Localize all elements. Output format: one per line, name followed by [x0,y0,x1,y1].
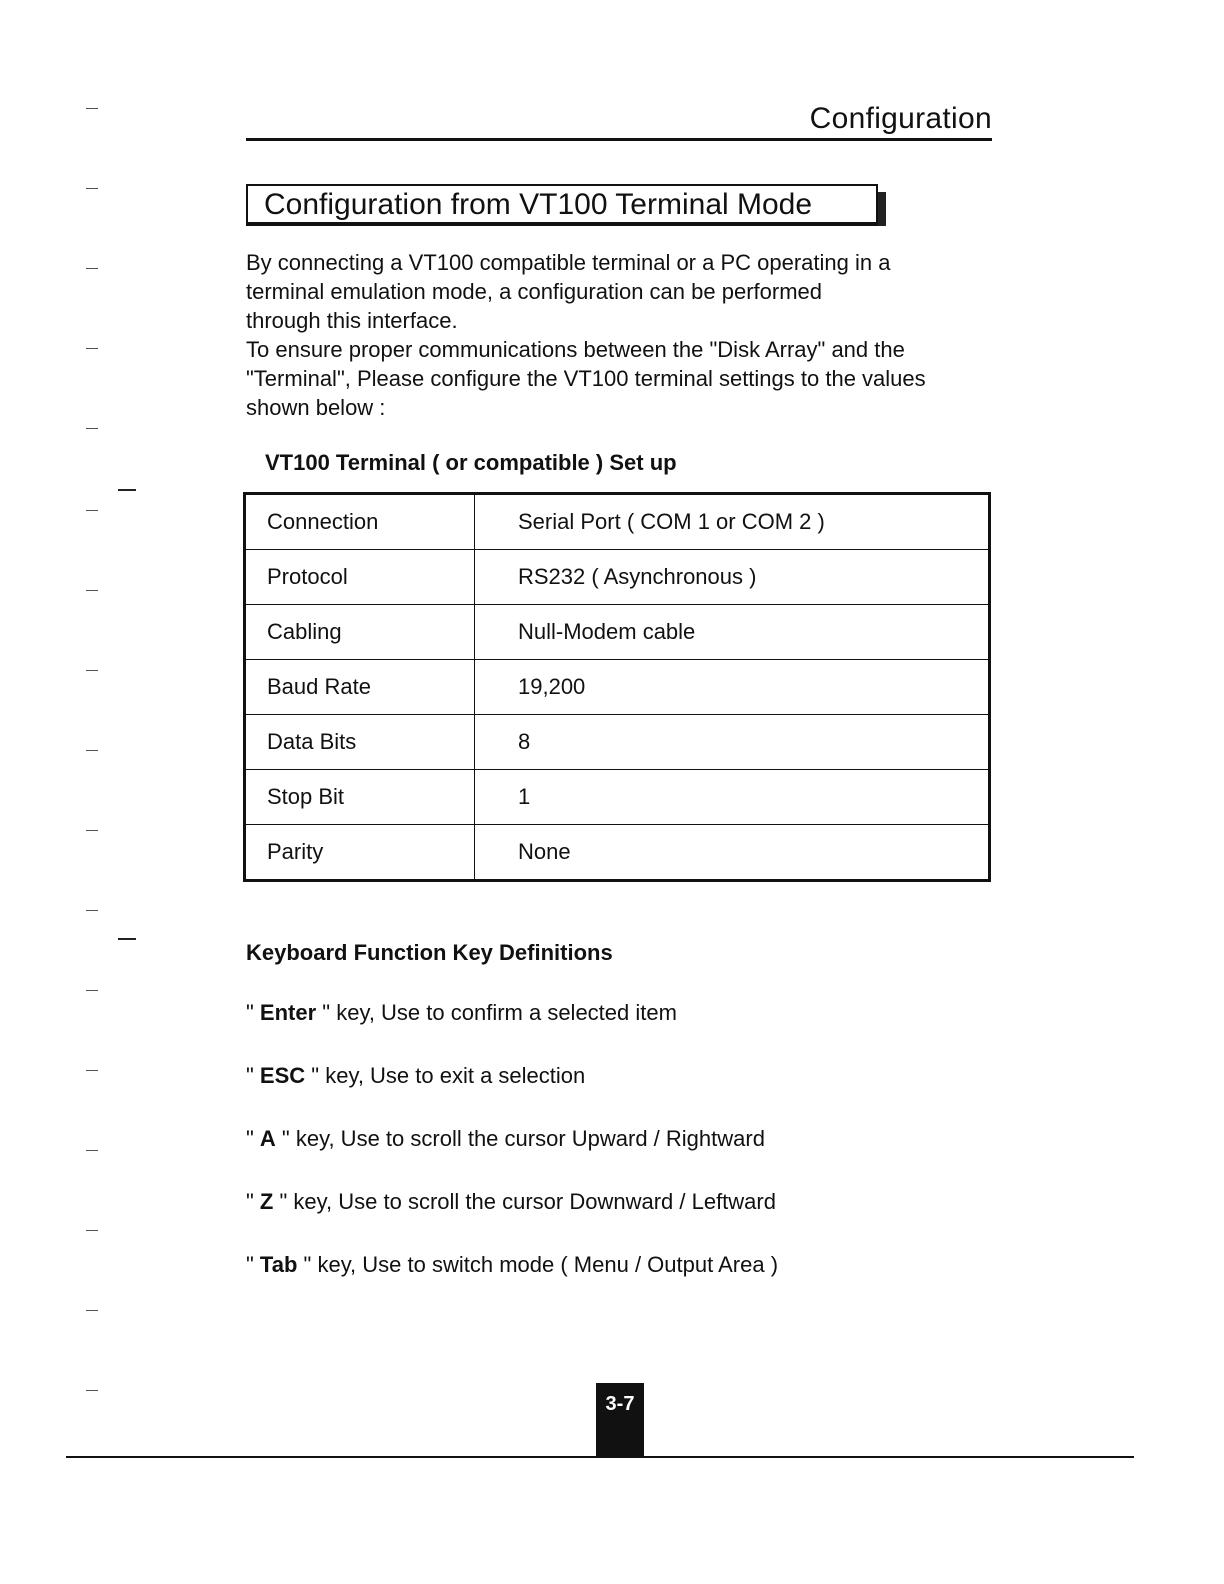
setting-value: 8 [475,715,990,770]
scan-margin-mark [86,1390,98,1391]
key-name: Enter [259,1000,317,1025]
setting-value: RS232 ( Asynchronous ) [475,550,990,605]
list-item: " Enter " key, Use to confirm a selected item [246,1000,677,1025]
section-box-shadow [878,192,886,226]
list-item: " ESC " key, Use to exit a selection [246,1063,586,1088]
scan-margin-mark [86,1150,98,1151]
key-description: key, Use to confirm a selected item [336,1000,677,1025]
intro-line: shown below : [246,395,386,420]
scan-margin-mark [86,510,98,511]
setting-name: Stop Bit [245,770,475,825]
key-description: key, Use to scroll the cursor Downward / Leftward [293,1189,776,1214]
key-name: ESC [259,1063,306,1088]
scan-margin-mark [86,1070,98,1071]
scan-margin-mark [86,1310,98,1311]
intro-line: terminal emulation mode, a configuration can be performed [246,279,822,304]
intro-line: By connecting a VT100 compatible terminal or a PC operating in a [246,250,891,275]
table-row [245,770,990,825]
table-row [245,825,990,881]
setting-value: None [475,825,990,881]
setting-value: Serial Port ( COM 1 or COM 2 ) [475,494,990,550]
setup-table-title: VT100 Terminal ( or compatible ) Set up [265,450,677,475]
scan-margin-mark [86,1230,98,1231]
key-definition-list [246,1000,778,1315]
setting-name: Connection [245,494,475,550]
intro-paragraph [246,248,1006,422]
scan-margin-mark [86,590,98,591]
key-description: key, Use to switch mode ( Menu / Output Area ) [317,1252,779,1277]
scan-margin-mark [86,108,98,109]
list-item: " A " key, Use to scroll the cursor Upward / Rightward [246,1126,765,1151]
table-row [245,494,990,550]
setting-value: 1 [475,770,990,825]
scan-margin-mark [86,750,98,751]
key-name: Z [259,1189,274,1214]
header-divider [246,138,992,141]
key-description: key, Use to scroll the cursor Upward / Rightward [295,1126,765,1151]
list-item: " Z " key, Use to scroll the cursor Downward / Leftward [246,1189,776,1214]
scan-margin-mark [86,348,98,349]
setting-name: Protocol [245,550,475,605]
section-title: Configuration from VT100 Terminal Mode [264,188,813,221]
page-header-title: Configuration [809,102,992,135]
setting-value: 19,200 [475,660,990,715]
intro-line: To ensure proper communications between the "Disk Array" and the [246,337,905,362]
section-title-box [246,184,878,226]
setting-name: Data Bits [245,715,475,770]
page-number-badge: 3-7 [596,1383,644,1457]
intro-line: "Terminal", Please configure the VT100 terminal settings to the values [246,366,926,391]
intro-line: through this interface. [246,308,458,333]
table-row [245,550,990,605]
scan-margin-mark [86,830,98,831]
scan-margin-mark [118,489,136,491]
setting-name: Cabling [245,605,475,660]
key-description: key, Use to exit a selection [325,1063,586,1088]
key-name: A [259,1126,276,1151]
table-row [245,715,990,770]
setting-name: Parity [245,825,475,881]
setting-name: Baud Rate [245,660,475,715]
key-name: Tab [259,1252,298,1277]
scan-margin-mark [86,670,98,671]
scan-margin-mark [86,268,98,269]
setup-table [243,492,991,882]
scan-margin-mark [86,910,98,911]
scan-margin-mark [86,188,98,189]
scan-margin-mark [86,990,98,991]
list-item: " Tab " key, Use to switch mode ( Menu / Output Area ) [246,1252,779,1277]
scan-margin-mark [118,938,136,940]
keyboard-heading: Keyboard Function Key Definitions [246,940,613,965]
table-row [245,660,990,715]
table-row [245,605,990,660]
setting-value: Null-Modem cable [475,605,990,660]
footer-divider [66,1456,1134,1458]
scan-margin-mark [86,428,98,429]
